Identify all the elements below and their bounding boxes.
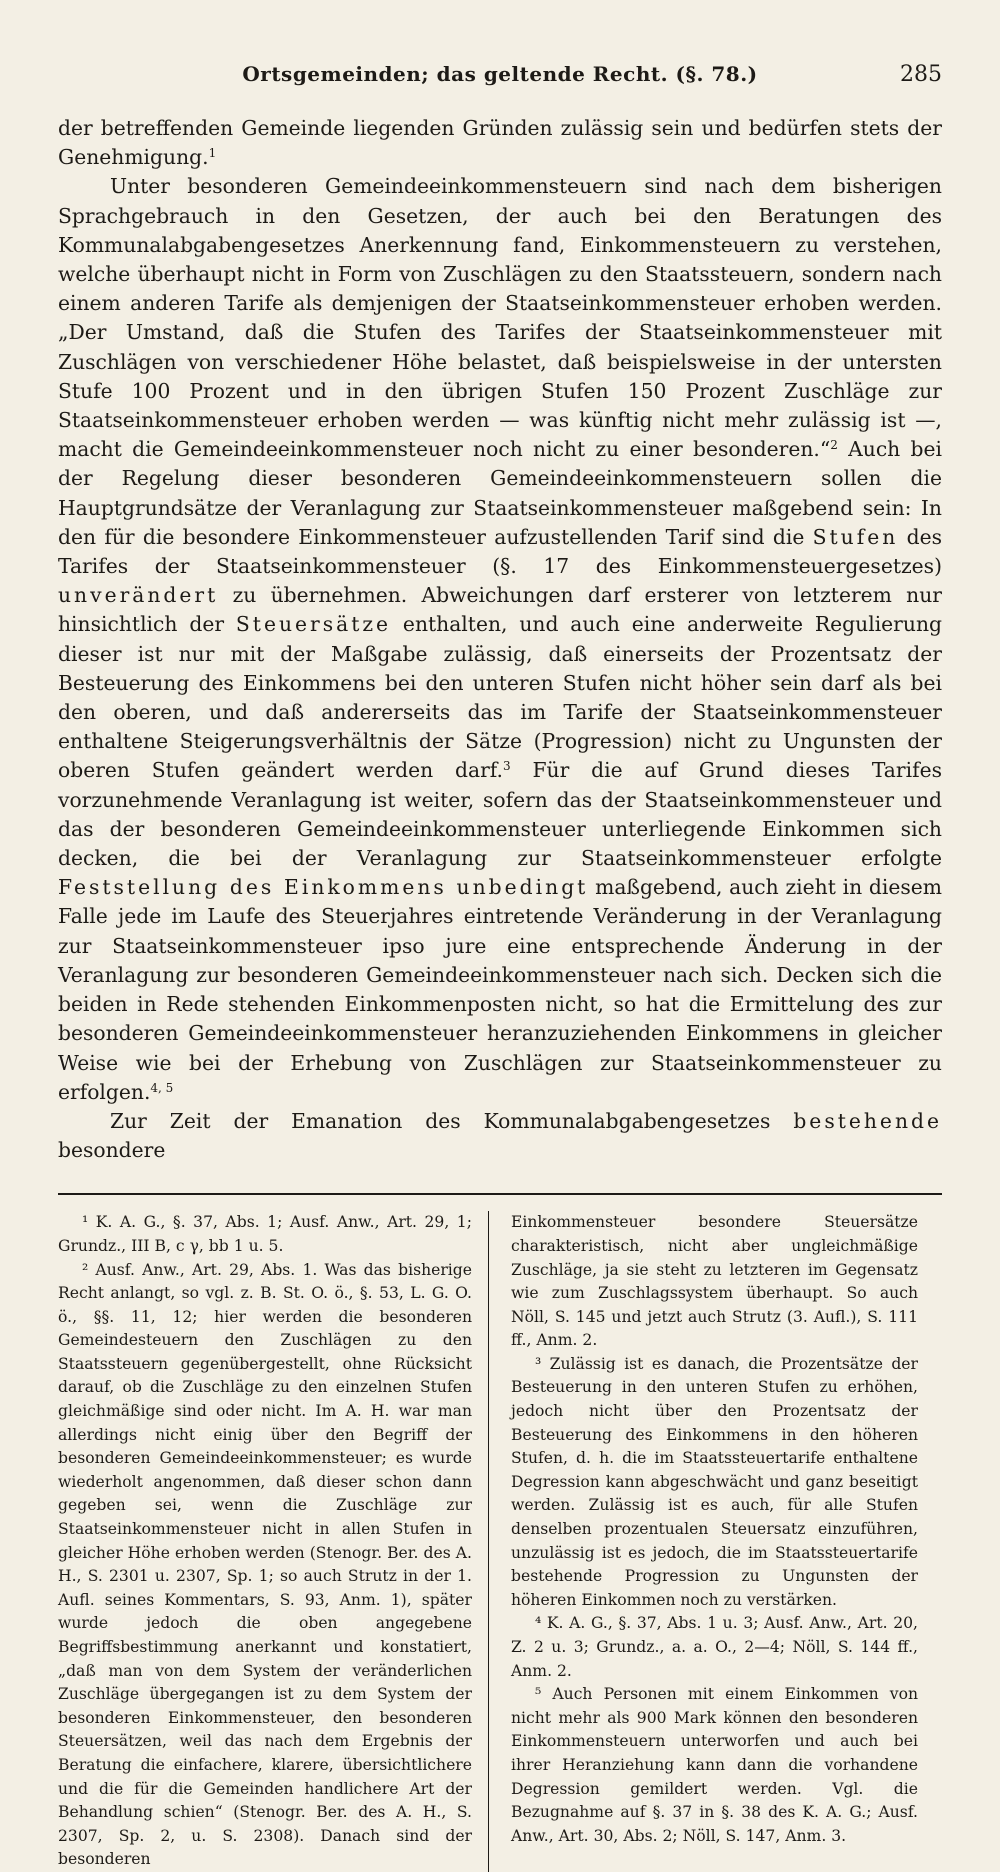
page-header xyxy=(58,62,942,102)
footnote-ref-3: 3 xyxy=(503,759,511,774)
footnote-2: ² Ausf. Anw., Art. 29, Abs. 1. Was das bisherige Recht anlangt, so vgl. z. B. St. O. ö., §. 53, L. G. O. ö., §§. 11, 12; hier werden die besonderen Gemeindesteuern den Zuschlägen zu den Staatssteuern gegenübergestellt, ohne Rücksicht darauf, ob die Zuschläge zu den einzelnen Stufen gleichmäßige sind oder nicht. Im A. H. war man allerdings nicht einig über den Begriff der besonderen Gemeindeeinkommensteuer; es wurde wiederholt angenommen, daß dieser schon dann gegeben sei, wenn die Zuschläge zur Staatseinkommensteuer nicht in allen Stufen in gleicher Höhe erhoben werden (Stenogr. Ber. des A. H., S. 2301 u. 2307, Sp. 1; so auch Strutz in der 1. Aufl. seines Kommentars, S. 93, Anm. 1), später wurde jedoch die oben angegebene Begriffsbestimmung anerkannt und konstatiert, „daß man von dem System der veränderlichen Zuschläge übergegangen ist zu dem System der besonderen Einkommensteuer, den besonderen Steuersätzen, weil das nach dem Ergebnis der Beratung die einfachere, klarere, übersichtlichere und die für die Gemeinden handlichere Art der Behandlung schien“ (Stenogr. Ber. des A. H., S. 2307, Sp. 2, u. S. 2308). Danach sind der besonderen xyxy=(58,1260,472,1869)
footnote-ref-1: 1 xyxy=(208,146,217,161)
footnotes-right-column xyxy=(488,1211,918,1872)
footnote-4: ⁴ K. A. G., §. 37, Abs. 1 u. 3; Ausf. Anw., Art. 20, Z. 2 u. 3; Grundz., a. a. O., 2—4; Nöll, S. 144 ff., Anm. 2. xyxy=(511,1614,918,1680)
emphasis-bestehende: bestehende xyxy=(793,1108,942,1133)
emphasis-steuersaetze: Steuersätze xyxy=(235,612,392,637)
footnote-2-continued: Einkommensteuer besondere Steuersätze charakteristisch, nicht aber ungleichmäßige Zuschläge, ja sie steht zu letzteren im Gegensatz wie zum Zuschlagssystem überhaupt. So auch Nöll, S. 145 und jetzt auch Strutz (3. Aufl.), S. 111 ff., Anm. 2. xyxy=(511,1213,918,1350)
footnote-ref-4-5: 4, 5 xyxy=(150,1080,174,1095)
footnote-ref-2: 2 xyxy=(830,438,838,453)
emphasis-stufen: Stufen xyxy=(812,524,899,549)
paragraph-1: der betreffenden Gemeinde liegenden Gründen zulässig sein und bedürfen stets der Genehmigung.$^1$ xyxy=(58,116,942,170)
footnotes xyxy=(58,1211,942,1872)
page-number: 285 xyxy=(900,62,942,87)
emphasis-feststellung: Feststellung des Einkommens unbedingt xyxy=(58,875,589,900)
paragraph-2: Unter besonderen Gemeindeeinkommensteuern sind nach dem bisherigen Sprachgebrauch in den Gesetzen, der auch bei den Beratungen des Kommunalabgabengesetzes Anerkennung fand, Einkommensteuern zu verstehen, welche überhaupt nicht in Form von Zuschlägen zu den Staatssteuern, sondern nach einem anderen Tarife als demjenigen der Staatseinkommensteuer erhoben werden. „Der Umstand, daß die Stufen des Tarifes der Staatseinkommensteuer mit Zuschlägen von verschiedener Höhe belastet, daß beispielsweise in der untersten Stufe 100 Prozent und in den übrigen Stufen 150 Prozent Zuschläge zur Staatseinkommensteuer erhoben werden — was künftig nicht mehr zulässig ist —, macht die Gemeindeeinkommensteuer noch nicht zu einer besonderen.“$^2$ Auch bei der Regelung dieser besonderen Gemeindeeinkommensteuern sollen die Hauptgrundsätze der Veranlagung zur Staatseinkommensteuer maßgebend sein: In den für die besondere Einkommensteuer aufzustellenden Tarif sind die Stufen des Tarifes der Staatseinkommensteuer (§. 17 des Einkommensteuergesetzes) unverändert zu übernehmen. Abweichungen darf ersterer von letzterem nur hinsichtlich der Steuersätze enthalten, und auch eine anderweite Regulierung dieser ist nur mit der Maßgabe zulässig, daß einerseits der Prozentsatz der Besteuerung des Einkommens bei den unteren Stufen nicht höher sein darf als bei den oberen, und daß andererseits das im Tarife der Staatseinkommensteuer enthaltene Steigerungsverhältnis der Sätze (Progression) nicht zu Ungunsten der oberen Stufen geändert werden darf.$^3$ Für die auf Grund dieses Tarifes vorzunehmende Veranlagung ist weiter, sofern das der Staatseinkommensteuer und das der besonderen Gemeindeeinkommensteuer unterliegende Einkommen sich decken, die bei der Veranlagung zur Staatseinkommensteuer erfolgte Feststellung des Einkommens unbedingt maßgebend, auch zieht in diesem Falle jede im Laufe des Steuerjahres eintretende Veränderung in der Veranlagung zur Staatseinkommensteuer ipso jure eine entsprechende Änderung in der Veranlagung zur besonderen Gemeindeeinkommensteuer nach sich. Decken sich die beiden in Rede stehenden Einkommenposten nicht, so hat die Ermittelung des zur besonderen Gemeindeeinkommensteuer heranzuziehenden Einkommens in gleicher Weise wie bei der Erhebung von Zuschlägen zur Staatseinkommensteuer zu erfolgen.$^{4, 5}$ xyxy=(58,174,943,1104)
footnotes-left-column xyxy=(58,1211,488,1872)
footnote-1: ¹ K. A. G., §. 37, Abs. 1; Ausf. Anw., Art. 29, 1; Grundz., III B, c γ, bb 1 u. 5. xyxy=(58,1213,472,1255)
running-title: Ortsgemeinden; das geltende Recht. (§. 78.) xyxy=(242,62,758,86)
paragraph-3: Zur Zeit der Emanation des Kommunalabgabengesetzes bestehende besondere xyxy=(58,1108,942,1163)
footnote-5: ⁵ Auch Personen mit einem Einkommen von nicht mehr als 900 Mark können den besonderen Einkommensteuern unterworfen und auch bei ihrer Heranziehung kann dann die vorhandene Degression gemildert werden. Vgl. die Bezugnahme auf §. 37 in §. 38 des K. A. G.; Ausf. Anw., Art. 30, Abs. 2; Nöll, S. 147, Anm. 3. xyxy=(511,1685,918,1845)
main-text xyxy=(58,114,942,1165)
emphasis-unveraendert: unverändert xyxy=(58,583,219,608)
footnote-3: ³ Zulässig ist es danach, die Prozentsätze der Besteuerung in den unteren Stufen zu erhöhen, jedoch nicht über den Prozentsatz der Besteuerung des Einkommens in den höheren Stufen, d. h. die im Staatssteuertarife enthaltene Degression kann abgeschwächt und ganz beseitigt werden. Zulässig ist es auch, für alle Stufen denselben prozentualen Steuersatz einzuführen, unzulässig ist es jedoch, die im Staatssteuertarife bestehende Progression zu Ungunsten der höheren Einkommen noch zu verstärken. xyxy=(511,1354,918,1609)
footnote-separator xyxy=(58,1193,942,1195)
